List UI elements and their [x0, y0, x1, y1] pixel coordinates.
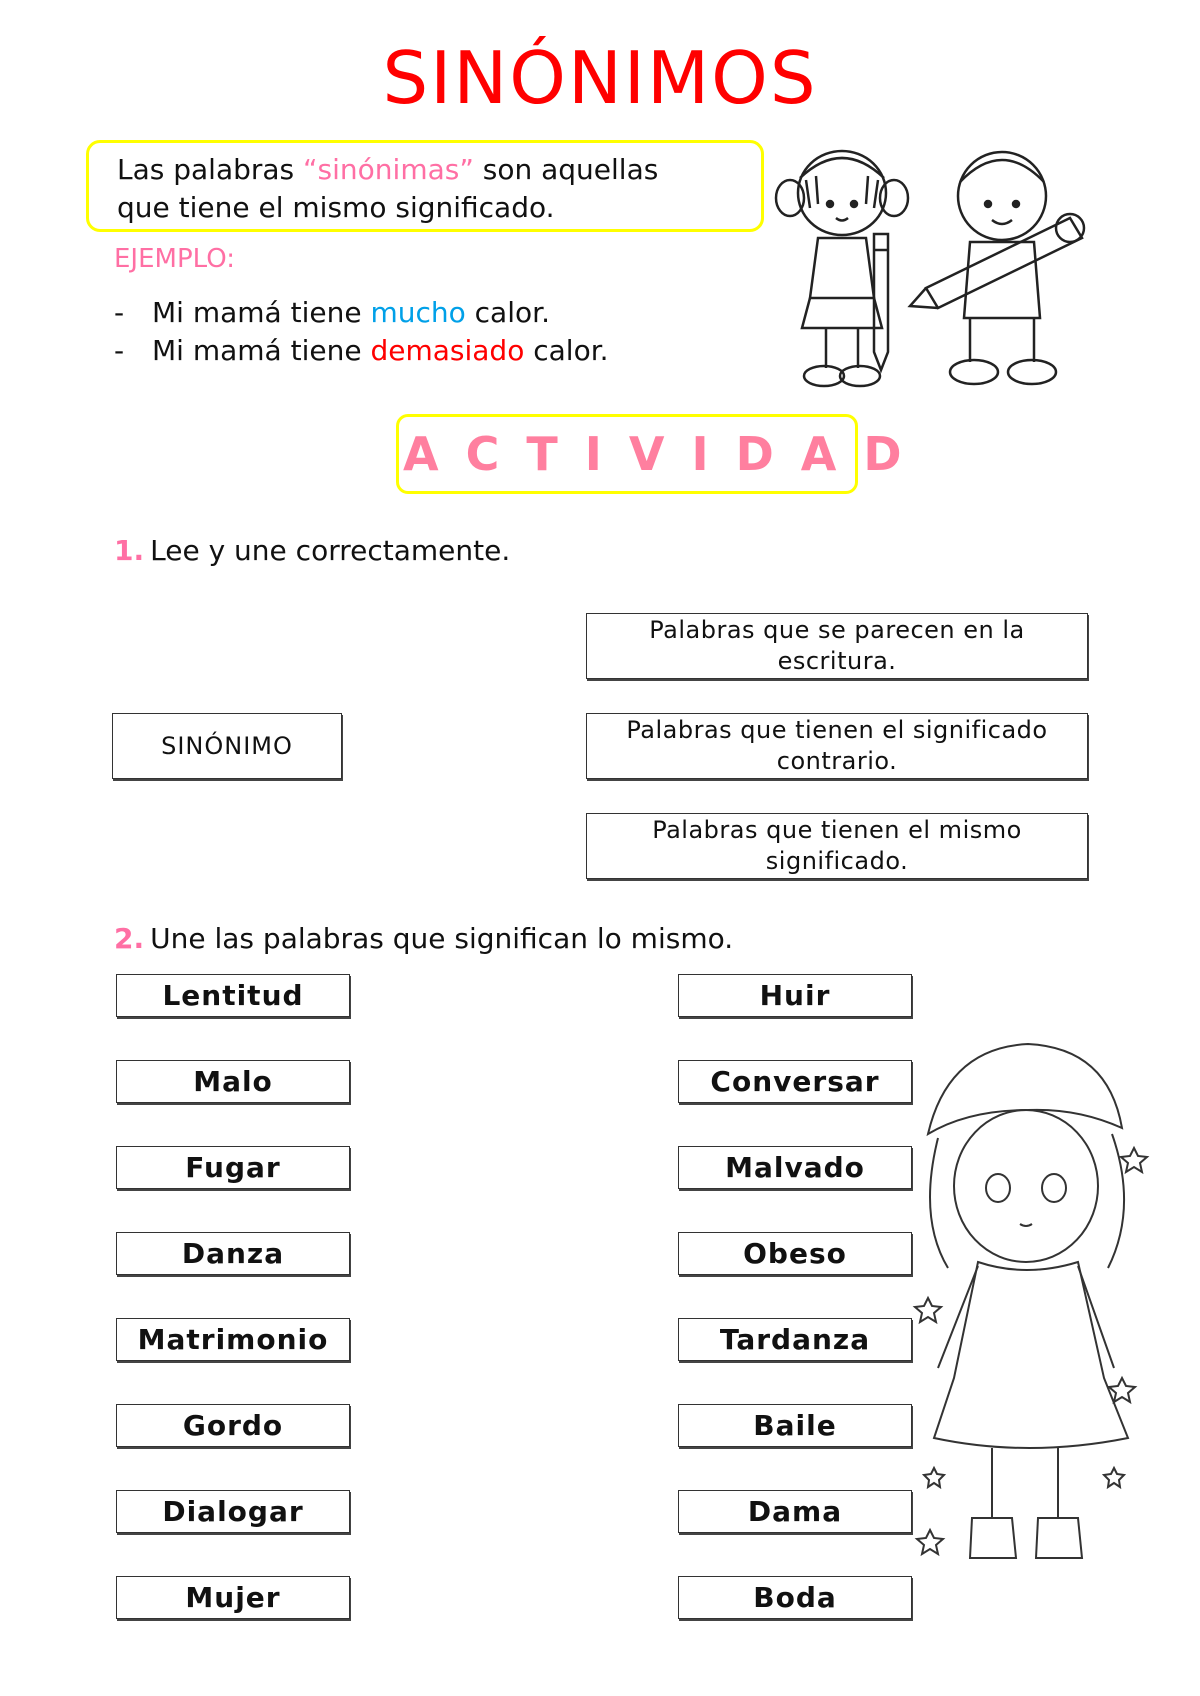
question-2: 2. Une las palabras que significan lo mismo.: [114, 922, 734, 955]
star-icon: [1104, 1468, 1124, 1487]
boy-figure: [910, 152, 1084, 384]
star-icon: [917, 1530, 943, 1554]
definition-highlight: “sinónimas”: [303, 153, 474, 186]
example-word-mucho: mucho: [370, 296, 466, 329]
boots-shape: [970, 1518, 1082, 1558]
right-word-2[interactable]: Conversar: [678, 1060, 912, 1103]
right-word-4[interactable]: Obeso: [678, 1232, 912, 1275]
term-box-sinonimo[interactable]: SINÓNIMO: [112, 713, 342, 779]
page-title: SINÓNIMOS: [382, 36, 818, 120]
left-word-8[interactable]: Mujer: [116, 1576, 350, 1619]
question-1: 1. Lee y une correctamente.: [114, 534, 511, 567]
left-word-3[interactable]: Fugar: [116, 1146, 350, 1189]
left-word-2[interactable]: Malo: [116, 1060, 350, 1103]
right-eye: [1042, 1174, 1066, 1202]
star-icon: [1121, 1148, 1147, 1172]
left-word-4[interactable]: Danza: [116, 1232, 350, 1275]
definition-line-2: que tiene el mismo significado.: [117, 191, 555, 224]
face-shape: [954, 1110, 1098, 1262]
kids-with-pencils-illustration: [770, 138, 1100, 400]
activity-heading: ACTIVIDAD: [396, 414, 858, 494]
right-word-6[interactable]: Baile: [678, 1404, 912, 1447]
left-eye: [986, 1174, 1010, 1202]
girl-with-hat-illustration: [908, 1038, 1156, 1586]
mouth: [1020, 1224, 1032, 1226]
arms-shape: [938, 1266, 1114, 1368]
right-word-5[interactable]: Tardanza: [678, 1318, 912, 1361]
definition-option-1[interactable]: Palabras que se parecen en la escritura.: [586, 613, 1088, 679]
star-icon: [924, 1468, 944, 1487]
right-word-7[interactable]: Dama: [678, 1490, 912, 1533]
hat-shape: [928, 1044, 1122, 1134]
example-label: EJEMPLO:: [114, 244, 235, 274]
right-word-8[interactable]: Boda: [678, 1576, 912, 1619]
girl-figure: [776, 151, 908, 386]
example-line-2: - Mi mamá tiene demasiado calor.: [114, 334, 609, 367]
left-word-5[interactable]: Matrimonio: [116, 1318, 350, 1361]
definition-option-3[interactable]: Palabras que tienen el mismo significado.: [586, 813, 1088, 879]
definition-option-2[interactable]: Palabras que tienen el significado contrario.: [586, 713, 1088, 779]
right-word-3[interactable]: Malvado: [678, 1146, 912, 1189]
definition-line-1: Las palabras “sinónimas” son aquellas: [117, 153, 659, 186]
example-line-1: - Mi mamá tiene mucho calor.: [114, 296, 550, 329]
left-word-7[interactable]: Dialogar: [116, 1490, 350, 1533]
right-word-1[interactable]: Huir: [678, 974, 912, 1017]
left-word-6[interactable]: Gordo: [116, 1404, 350, 1447]
legs-shape: [992, 1448, 1058, 1518]
definition-box: [86, 140, 764, 232]
example-word-demasiado: demasiado: [370, 334, 525, 367]
hair-shape: [930, 1134, 1124, 1268]
left-word-1[interactable]: Lentitud: [116, 974, 350, 1017]
star-icon: [915, 1298, 941, 1322]
dress-shape: [934, 1262, 1128, 1448]
